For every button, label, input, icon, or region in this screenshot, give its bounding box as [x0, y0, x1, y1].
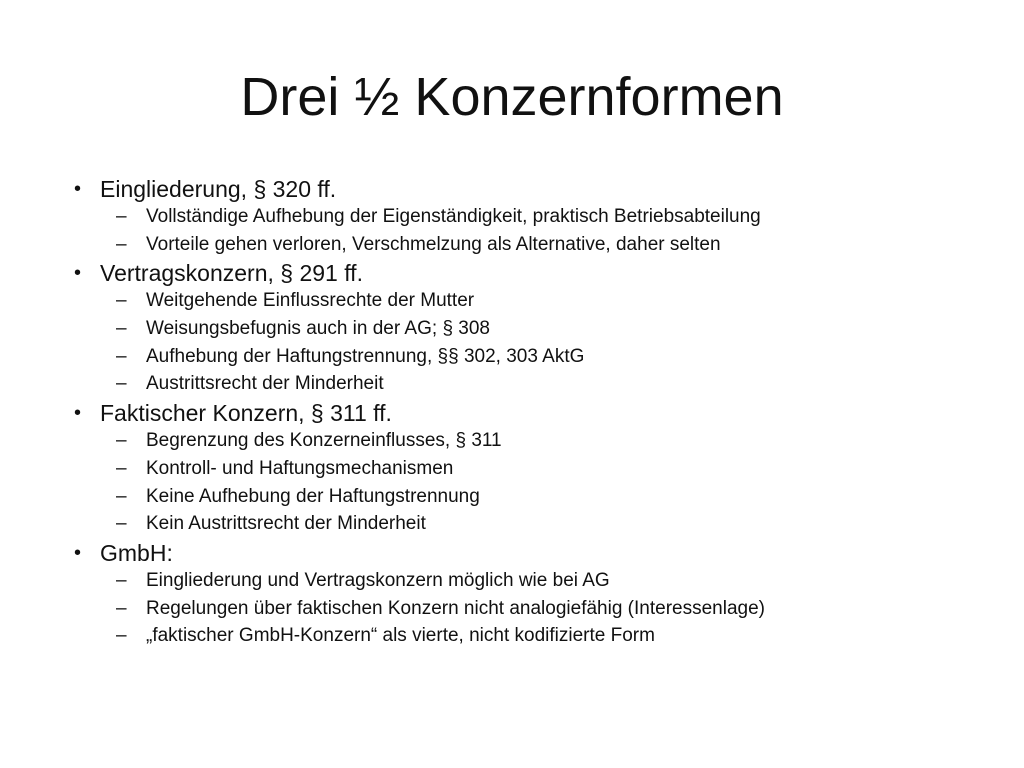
dash-icon: – [116, 318, 127, 340]
dash-icon: – [116, 373, 127, 395]
bullet-text: Eingliederung, § 320 ff. [100, 176, 337, 202]
sub-bullet-text: Aufhebung der Haftungstrennung, §§ 302, 303 AktG [146, 345, 585, 367]
sub-bullet-item [70, 205, 970, 233]
dash-icon: – [116, 597, 127, 619]
dash-icon: – [116, 233, 127, 255]
dash-icon: – [116, 290, 127, 312]
dash-icon: – [116, 430, 127, 452]
bullet-list [70, 176, 970, 652]
sub-bullet-text: Austrittsrecht der Minderheit [146, 373, 384, 395]
sub-bullet-text: Weisungsbefugnis auch in der AG; § 308 [146, 318, 490, 340]
dash-icon: – [116, 513, 127, 535]
dash-icon: – [116, 457, 127, 479]
dash-icon: – [116, 569, 127, 591]
bullet-icon: • [74, 262, 82, 285]
bullet-item [70, 260, 970, 289]
sub-bullet-item [70, 289, 970, 317]
sub-bullet-text: Regelungen über faktischen Konzern nicht analogiefähig (Interessenlage) [146, 597, 765, 619]
bullet-item [70, 540, 970, 569]
sub-bullet-text: Begrenzung des Konzerneinflusses, § 311 [146, 430, 502, 452]
sub-bullet-text: „faktischer GmbH-Konzern“ als vierte, nicht kodifizierte Form [146, 625, 655, 647]
sub-bullet-item [70, 429, 970, 457]
slide-title: Drei ½ Konzernformen [240, 67, 784, 127]
sub-bullet-text: Kontroll- und Haftungsmechanismen [146, 457, 454, 479]
sub-bullet-item [70, 457, 970, 485]
dash-icon: – [116, 485, 127, 507]
sub-bullet-item [70, 233, 970, 261]
sub-bullet-text: Kein Austrittsrecht der Minderheit [146, 513, 426, 535]
bullet-text: Faktischer Konzern, § 311 ff. [100, 400, 392, 427]
sub-bullet-text: Weitgehende Einflussrechte der Mutter [146, 290, 475, 312]
sub-bullet-item [70, 345, 970, 373]
sub-bullet-item [70, 624, 970, 652]
bullet-item [70, 400, 970, 429]
dash-icon: – [116, 206, 127, 227]
sub-bullet-text: Vollständige Aufhebung der Eigenständigkeit, praktisch Betriebsabteilung [146, 206, 761, 227]
sub-bullet-item [70, 485, 970, 513]
sub-bullet-item [70, 597, 970, 625]
bullet-item [70, 176, 970, 205]
sub-bullet-item [70, 569, 970, 597]
sub-bullet-item [70, 512, 970, 540]
bullet-icon: • [74, 541, 82, 564]
sub-bullet-text: Keine Aufhebung der Haftungstrennung [146, 485, 480, 507]
dash-icon: – [116, 345, 127, 367]
dash-icon: – [116, 625, 127, 647]
bullet-icon: • [74, 178, 82, 200]
sub-bullet-text: Vorteile gehen verloren, Verschmelzung als Alternative, daher selten [146, 233, 721, 255]
bullet-text: Vertragskonzern, § 291 ff. [100, 260, 363, 287]
bullet-text: GmbH: [100, 539, 173, 566]
sub-bullet-item [70, 372, 970, 400]
sub-bullet-item [70, 317, 970, 345]
bullet-icon: • [74, 402, 82, 425]
sub-bullet-text: Eingliederung und Vertragskonzern möglich wie bei AG [146, 569, 610, 591]
